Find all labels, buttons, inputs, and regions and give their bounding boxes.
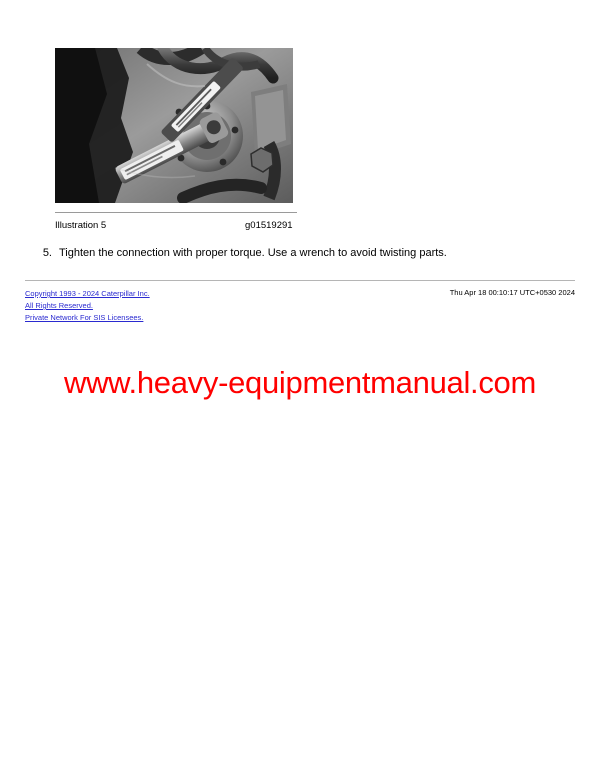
illustration-code: g01519291 (245, 220, 293, 231)
illustration-photo (55, 48, 293, 203)
caption-divider (55, 212, 297, 213)
footer-divider (25, 280, 575, 281)
copyright-block (25, 288, 150, 324)
copyright-line-2[interactable]: All Rights Reserved. (25, 301, 93, 310)
copyright-line-1[interactable]: Copyright 1993 - 2024 Caterpillar Inc. (25, 289, 150, 298)
illustration-label: Illustration 5 (55, 220, 107, 231)
illustration-figure (55, 48, 293, 203)
step-number: 5. (42, 247, 52, 259)
step-text: Tighten the connection with proper torque. Use a wrench to avoid twisting parts. (59, 247, 447, 259)
copyright-line-3[interactable]: Private Network For SIS Licensees. (25, 313, 144, 322)
watermark-text: www.heavy-equipmentmanual.com (63, 365, 537, 400)
page-footer (25, 288, 575, 328)
illustration-caption (55, 220, 305, 234)
footer-timestamp: Thu Apr 18 00:10:17 UTC+0530 2024 (449, 288, 575, 297)
